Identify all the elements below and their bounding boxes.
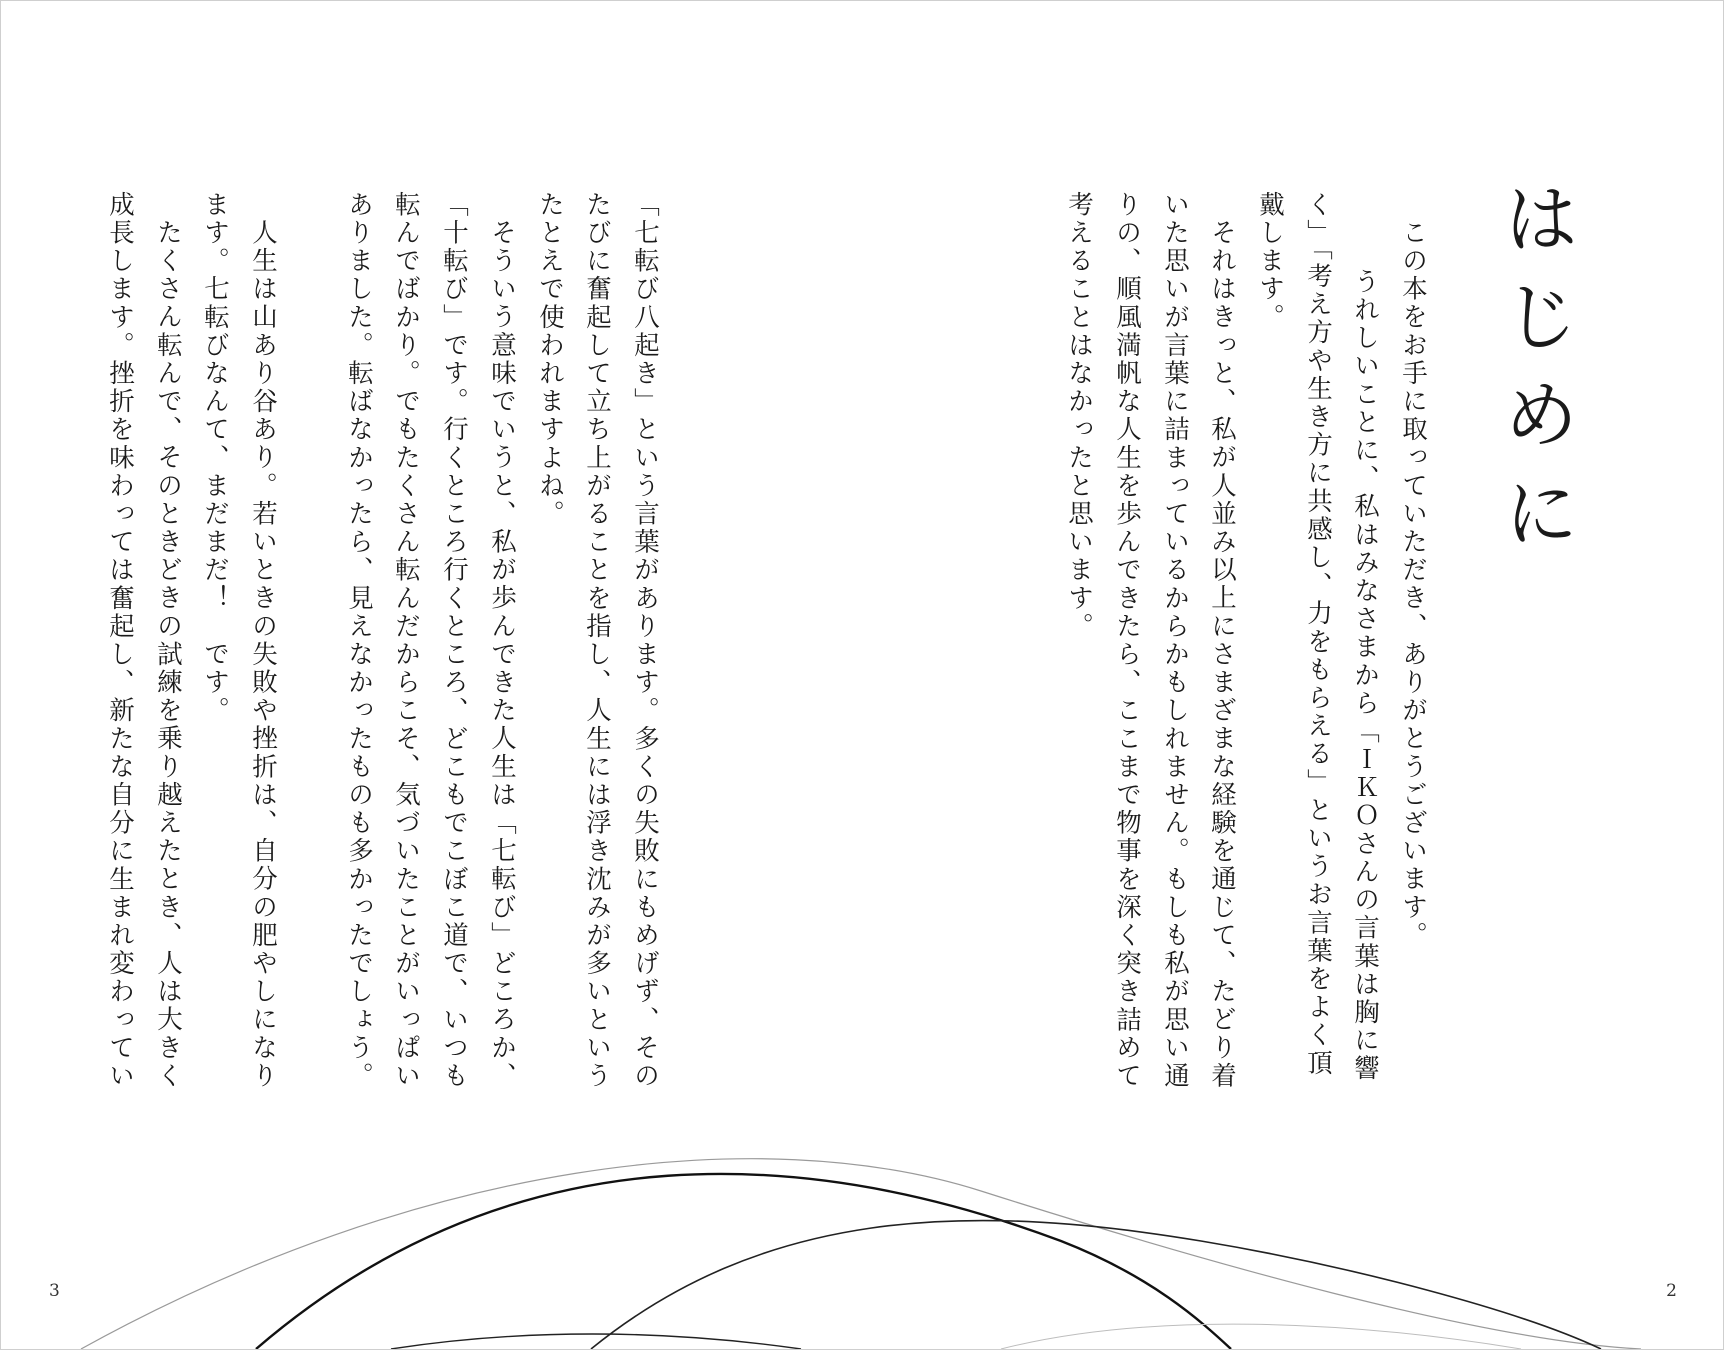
left-page-line: ありました。転ばなかったら、見えなかったものも多かったでしょう。: [344, 191, 374, 1091]
right-page-line: 戴します。: [1255, 191, 1285, 332]
left-page-line: そういう意味でいうと、私が歩んできた人生は「七転び」どころか、: [487, 219, 517, 1091]
curve-thin-left: [81, 1159, 1641, 1349]
right-page-line: いた思いが言葉に詰まっているからかもしれません。もしも私が思い通: [1160, 191, 1190, 1091]
curve-faint-right: [1001, 1324, 1521, 1349]
left-page-line: たくさん転んで、そのときどきの試練を乗り越えたとき、人は大きく: [153, 219, 183, 1091]
left-page-line: ます。七転びなんて、まだまだ！ です。: [200, 191, 230, 725]
right-page-line: うれしいことに、私はみなさまから「ＩＫＯさんの言葉は胸に響: [1350, 268, 1380, 1083]
left-page-line: たびに奮起して立ち上がることを指し、人生には浮き沈みが多いという: [582, 191, 612, 1091]
curve-bold-main: [256, 1174, 1231, 1349]
right-page-line: この本をお手に取っていただき、ありがとうございます。: [1398, 219, 1428, 950]
page-number-right: 2: [1666, 1281, 1677, 1301]
curve-inner: [391, 1334, 801, 1349]
left-page-line: 「十転び」です。行くところ行くところ、どこもでこぼこ道で、いつも: [439, 191, 469, 1091]
left-page-line: 転んでばかり。でもたくさん転んだからこそ、気づいたことがいっぱい: [391, 191, 421, 1091]
left-page-line: 成長します。挫折を味わっては奮起し、新たな自分に生まれ変わってい: [105, 191, 135, 1091]
left-page-line: たとえで使われますよね。: [535, 191, 565, 529]
curve-mid: [591, 1221, 1601, 1349]
right-page-line: 考えることはなかったと思います。: [1064, 191, 1094, 641]
right-page-line: く」「考え方や生き方に共感し、力をもらえる」というお言葉をよく頂: [1303, 191, 1333, 1078]
page-heading: はじめに: [1491, 179, 1580, 571]
right-page-line: りの、順風満帆な人生を歩んできたら、ここまで物事を深く突き詰めて: [1112, 191, 1142, 1091]
left-page-line: 人生は山あり谷あり。若いときの失敗や挫折は、自分の肥やしになり: [248, 219, 278, 1091]
page-number-left: 3: [49, 1281, 60, 1301]
right-page-line: それはきっと、私が人並み以上にさまざまな経験を通じて、たどり着: [1207, 219, 1237, 1091]
left-page-line: 「七転び八起き」という言葉があります。多くの失敗にもめげず、その: [630, 191, 660, 1091]
